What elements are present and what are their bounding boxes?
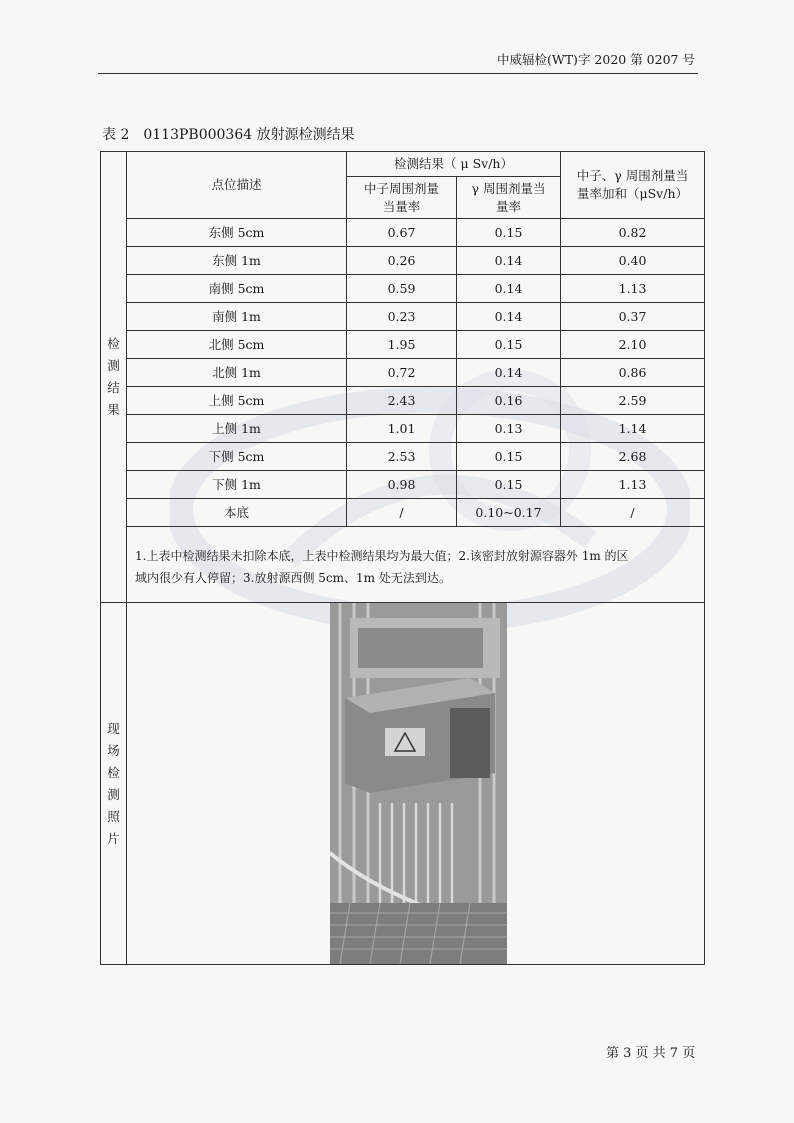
- cell-gamma: 0.15: [457, 443, 561, 471]
- cell-sum: 0.82: [561, 219, 705, 247]
- cell-neutron: 0.72: [347, 359, 457, 387]
- cell-gamma: 0.10~0.17: [457, 499, 561, 527]
- cell-location: 下侧 5cm: [127, 443, 347, 471]
- cell-location: 南侧 1m: [127, 303, 347, 331]
- cell-sum: 0.86: [561, 359, 705, 387]
- cell-location: 上侧 5cm: [127, 387, 347, 415]
- cell-sum: 0.40: [561, 247, 705, 275]
- col-group-header: 检测结果（ μ Sv/h）: [347, 152, 561, 177]
- col-gamma-header: γ 周围剂量当 量率: [457, 177, 561, 219]
- cell-sum: 2.59: [561, 387, 705, 415]
- cell-gamma: 0.13: [457, 415, 561, 443]
- notes-row: [101, 527, 705, 603]
- cell-neutron: 0.23: [347, 303, 457, 331]
- header-row: [101, 152, 705, 177]
- cell-location: 北侧 5cm: [127, 331, 347, 359]
- side-label-results: 检 测 结 果: [101, 152, 127, 603]
- col-sum-header: 中子、γ 周围剂量当 量率加和（μSv/h）: [561, 152, 705, 219]
- header-divider: [98, 73, 698, 74]
- cell-gamma: 0.14: [457, 275, 561, 303]
- cell-location: 上侧 1m: [127, 415, 347, 443]
- side-label-photo: 现 场 检 测 照 片: [101, 603, 127, 965]
- table-row: [101, 303, 705, 331]
- cell-location: 东侧 5cm: [127, 219, 347, 247]
- cell-gamma: 0.15: [457, 219, 561, 247]
- cell-location: 东侧 1m: [127, 247, 347, 275]
- cell-neutron: 1.95: [347, 331, 457, 359]
- table-row: [101, 443, 705, 471]
- cell-gamma: 0.14: [457, 359, 561, 387]
- cell-sum: 1.14: [561, 415, 705, 443]
- cell-location: 下侧 1m: [127, 471, 347, 499]
- cell-sum: 1.13: [561, 471, 705, 499]
- cell-gamma: 0.16: [457, 387, 561, 415]
- cell-neutron: 2.43: [347, 387, 457, 415]
- cell-sum: /: [561, 499, 705, 527]
- site-photo-illustration: [330, 603, 507, 964]
- cell-location: 南侧 5cm: [127, 275, 347, 303]
- cell-neutron: 0.67: [347, 219, 457, 247]
- table-row: [101, 471, 705, 499]
- table-row: [101, 275, 705, 303]
- cell-location: 本底: [127, 499, 347, 527]
- col-neutron-header: 中子周围剂量 当量率: [347, 177, 457, 219]
- site-photo: [330, 603, 507, 964]
- col-location-header: 点位描述: [127, 152, 347, 219]
- table-row: [101, 247, 705, 275]
- cell-neutron: 1.01: [347, 415, 457, 443]
- cell-gamma: 0.15: [457, 471, 561, 499]
- table-row: [101, 331, 705, 359]
- page-number: 第 3 页 共 7 页: [606, 1046, 696, 1061]
- table-row: [101, 499, 705, 527]
- cell-neutron: 0.26: [347, 247, 457, 275]
- table-row: [101, 219, 705, 247]
- results-table: [100, 151, 705, 965]
- photo-row: [101, 603, 705, 965]
- notes-text: 1.上表中检测结果未扣除本底，上表中检测结果均为最大值；2.该密封放射源容器外 1m 的区 域内很少有人停留；3.放射源西侧 5cm、1m 处无法到达。: [127, 527, 705, 603]
- table-title: 表 2 0113PB000364 放射源检测结果: [102, 127, 355, 143]
- photo-cell: [127, 603, 705, 965]
- report-number: 中威辐检(WT)字 2020 第 0207 号: [497, 52, 695, 67]
- cell-gamma: 0.14: [457, 247, 561, 275]
- cell-gamma: 0.15: [457, 331, 561, 359]
- cell-sum: 0.37: [561, 303, 705, 331]
- table-row: [101, 415, 705, 443]
- cell-neutron: 2.53: [347, 443, 457, 471]
- cell-sum: 2.68: [561, 443, 705, 471]
- cell-location: 北侧 1m: [127, 359, 347, 387]
- table-row: [101, 359, 705, 387]
- cell-neutron: 0.98: [347, 471, 457, 499]
- cell-neutron: 0.59: [347, 275, 457, 303]
- cell-sum: 2.10: [561, 331, 705, 359]
- table-row: [101, 387, 705, 415]
- cell-neutron: /: [347, 499, 457, 527]
- cell-gamma: 0.14: [457, 303, 561, 331]
- cell-sum: 1.13: [561, 275, 705, 303]
